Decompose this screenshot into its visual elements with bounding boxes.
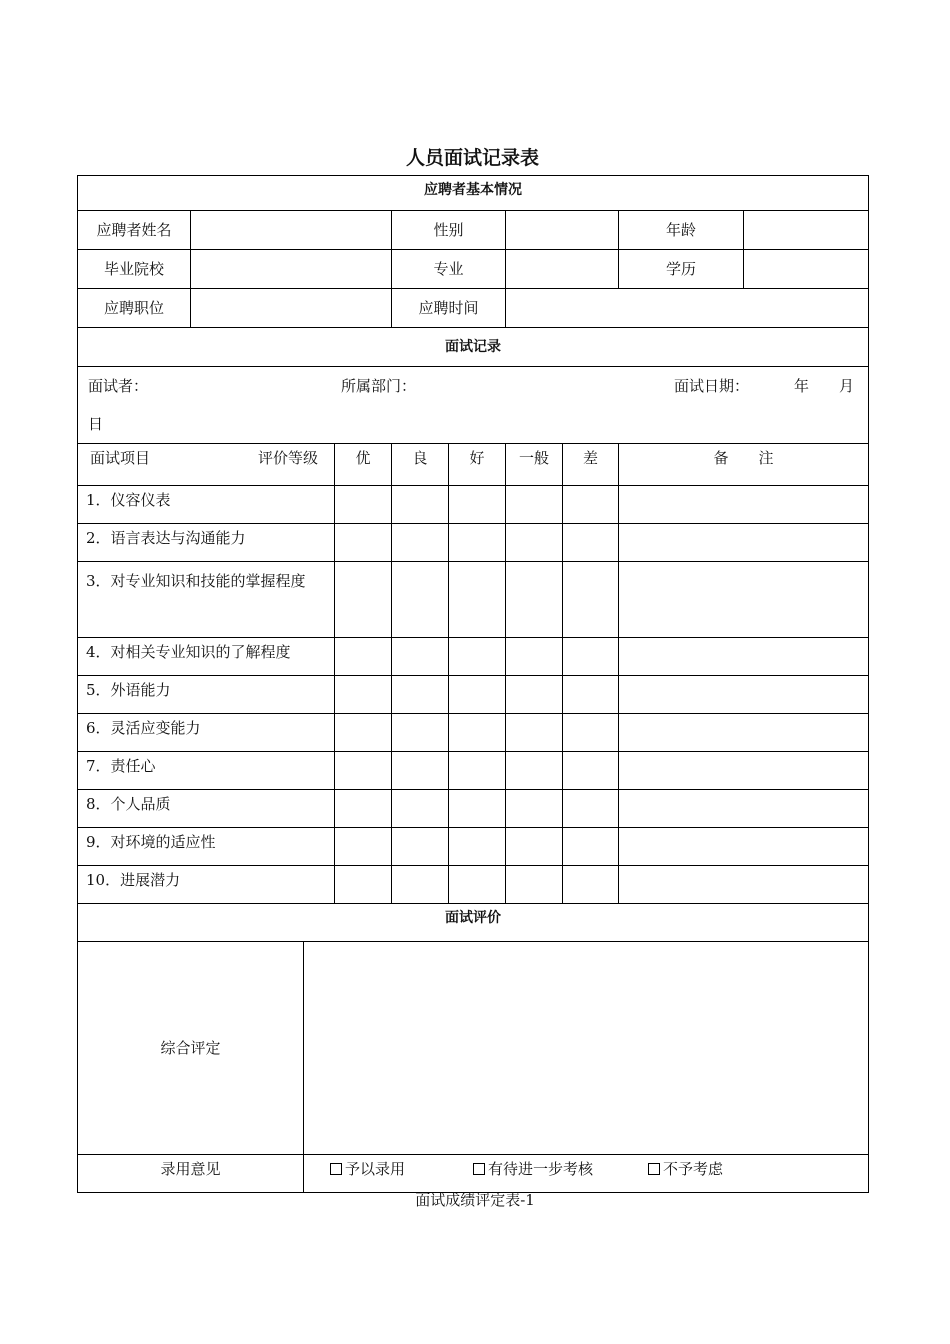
rating-cell[interactable] bbox=[449, 562, 506, 638]
basic-section-header-row bbox=[78, 176, 869, 211]
rating-item-label: 5．外语能力 bbox=[78, 676, 335, 714]
rating-cell[interactable] bbox=[563, 524, 619, 562]
grade-header-fine: 好 bbox=[449, 444, 506, 486]
grade-header: 评价等级 bbox=[258, 449, 319, 467]
rating-cell[interactable] bbox=[392, 638, 449, 676]
rating-cell[interactable] bbox=[506, 562, 563, 638]
record-section-label: 面试记录 bbox=[78, 328, 869, 367]
rating-cell[interactable] bbox=[563, 638, 619, 676]
remark-cell[interactable] bbox=[619, 790, 869, 828]
decision-option-label: 不予考虑 bbox=[663, 1160, 724, 1178]
month-label: 月 bbox=[839, 377, 855, 395]
rating-cell[interactable] bbox=[392, 866, 449, 904]
rating-row bbox=[78, 524, 869, 562]
position-label: 应聘职位 bbox=[78, 289, 191, 328]
rating-item-label: 8．个人品质 bbox=[78, 790, 335, 828]
rating-cell[interactable] bbox=[506, 714, 563, 752]
ratings-header-cell bbox=[78, 444, 335, 486]
time-field[interactable] bbox=[506, 289, 869, 328]
rating-cell[interactable] bbox=[563, 828, 619, 866]
ratings-header-row bbox=[78, 444, 869, 486]
education-label: 学历 bbox=[619, 250, 744, 289]
rating-row bbox=[78, 676, 869, 714]
overall-field[interactable] bbox=[304, 942, 869, 1155]
rating-cell[interactable] bbox=[506, 790, 563, 828]
rating-row bbox=[78, 866, 869, 904]
year-label: 年 bbox=[794, 377, 810, 395]
rating-cell[interactable] bbox=[506, 676, 563, 714]
rating-item-label: 7．责任心 bbox=[78, 752, 335, 790]
rating-cell[interactable] bbox=[449, 524, 506, 562]
remark-cell[interactable] bbox=[619, 676, 869, 714]
remark-cell[interactable] bbox=[619, 866, 869, 904]
record-section-header-row bbox=[78, 328, 869, 367]
rating-row bbox=[78, 790, 869, 828]
decision-label: 录用意见 bbox=[78, 1155, 304, 1193]
remark-cell[interactable] bbox=[619, 638, 869, 676]
rating-row bbox=[78, 714, 869, 752]
gender-field[interactable] bbox=[506, 211, 619, 250]
grade-header-average: 一般 bbox=[506, 444, 563, 486]
rating-cell[interactable] bbox=[335, 676, 392, 714]
remark-cell[interactable] bbox=[619, 752, 869, 790]
rating-row bbox=[78, 638, 869, 676]
gender-label: 性别 bbox=[392, 211, 506, 250]
rating-cell[interactable] bbox=[506, 638, 563, 676]
name-label: 应聘者姓名 bbox=[78, 211, 191, 250]
date-label: 面试日期： bbox=[674, 377, 750, 395]
basic-row-position bbox=[78, 289, 869, 328]
rating-cell[interactable] bbox=[335, 828, 392, 866]
grade-header-poor: 差 bbox=[563, 444, 619, 486]
rating-cell[interactable] bbox=[506, 486, 563, 524]
item-header: 面试项目 bbox=[90, 449, 151, 467]
age-label: 年龄 bbox=[619, 211, 744, 250]
rating-cell[interactable] bbox=[392, 790, 449, 828]
day-label: 日 bbox=[88, 415, 104, 433]
record-meta-line bbox=[78, 367, 868, 405]
rating-item-label: 10．进展潜力 bbox=[78, 866, 335, 904]
major-label: 专业 bbox=[392, 250, 506, 289]
decision-option-hire[interactable] bbox=[330, 1155, 473, 1183]
rating-cell[interactable] bbox=[563, 714, 619, 752]
rating-row bbox=[78, 486, 869, 524]
grade-header-good: 良 bbox=[392, 444, 449, 486]
rating-item-label: 4．对相关专业知识的了解程度 bbox=[78, 638, 335, 676]
rating-cell[interactable] bbox=[392, 752, 449, 790]
decision-option-label: 有待进一步考核 bbox=[488, 1160, 594, 1178]
rating-cell[interactable] bbox=[563, 752, 619, 790]
basic-row-school bbox=[78, 250, 869, 289]
rating-cell[interactable] bbox=[563, 486, 619, 524]
remark-header: 备 注 bbox=[619, 444, 869, 486]
decision-option-reject[interactable] bbox=[648, 1155, 723, 1183]
rating-cell[interactable] bbox=[335, 714, 392, 752]
time-label: 应聘时间 bbox=[392, 289, 506, 328]
rating-cell[interactable] bbox=[449, 676, 506, 714]
school-field[interactable] bbox=[191, 250, 392, 289]
rating-item-label: 1．仪容仪表 bbox=[78, 486, 335, 524]
remark-cell[interactable] bbox=[619, 714, 869, 752]
rating-cell[interactable] bbox=[392, 562, 449, 638]
rating-row bbox=[78, 752, 869, 790]
decision-option-further-review[interactable] bbox=[473, 1155, 648, 1183]
rating-cell[interactable] bbox=[563, 866, 619, 904]
checkbox-icon[interactable] bbox=[330, 1163, 342, 1175]
basic-section-label: 应聘者基本情况 bbox=[78, 176, 869, 211]
rating-cell[interactable] bbox=[335, 486, 392, 524]
rating-cell[interactable] bbox=[563, 790, 619, 828]
remark-cell[interactable] bbox=[619, 562, 869, 638]
evaluation-section-label: 面试评价 bbox=[78, 904, 869, 942]
major-field[interactable] bbox=[506, 250, 619, 289]
rating-cell[interactable] bbox=[392, 524, 449, 562]
rating-cell[interactable] bbox=[335, 752, 392, 790]
page-title: 人员面试记录表 bbox=[405, 147, 539, 169]
rating-cell[interactable] bbox=[449, 486, 506, 524]
rating-cell[interactable] bbox=[392, 676, 449, 714]
education-field[interactable] bbox=[744, 250, 869, 289]
position-field[interactable] bbox=[191, 289, 392, 328]
basic-row-name bbox=[78, 211, 869, 250]
rating-cell[interactable] bbox=[563, 562, 619, 638]
overall-label: 综合评定 bbox=[78, 942, 304, 1155]
rating-cell[interactable] bbox=[335, 790, 392, 828]
rating-cell[interactable] bbox=[506, 524, 563, 562]
rating-cell[interactable] bbox=[335, 524, 392, 562]
grade-header-excellent: 优 bbox=[335, 444, 392, 486]
checkbox-icon[interactable] bbox=[648, 1163, 660, 1175]
school-label: 毕业院校 bbox=[78, 250, 191, 289]
rating-item-label: 9．对环境的适应性 bbox=[78, 828, 335, 866]
rating-cell[interactable] bbox=[392, 486, 449, 524]
remark-cell[interactable] bbox=[619, 828, 869, 866]
page-footer: 面试成绩评定表-1 bbox=[415, 1191, 535, 1209]
remark-cell[interactable] bbox=[619, 524, 869, 562]
department-label: 所属部门： bbox=[341, 377, 417, 395]
decision-option-label: 予以录用 bbox=[345, 1160, 406, 1178]
evaluation-section-header-row bbox=[78, 904, 869, 942]
name-field[interactable] bbox=[191, 211, 392, 250]
rating-cell[interactable] bbox=[449, 790, 506, 828]
rating-row bbox=[78, 828, 869, 866]
rating-cell[interactable] bbox=[335, 638, 392, 676]
rating-cell[interactable] bbox=[449, 714, 506, 752]
rating-item-label: 6．灵活应变能力 bbox=[78, 714, 335, 752]
interviewer-label: 面试者： bbox=[88, 377, 149, 395]
rating-cell[interactable] bbox=[449, 866, 506, 904]
remark-cell[interactable] bbox=[619, 486, 869, 524]
rating-cell[interactable] bbox=[506, 866, 563, 904]
overall-row bbox=[78, 942, 869, 1155]
record-meta-row bbox=[78, 367, 869, 444]
rating-item-label: 3．对专业知识和技能的掌握程度 bbox=[78, 562, 335, 638]
rating-cell[interactable] bbox=[563, 676, 619, 714]
interview-form bbox=[77, 175, 869, 1193]
rating-row bbox=[78, 562, 869, 638]
decision-options bbox=[304, 1155, 869, 1193]
checkbox-icon[interactable] bbox=[473, 1163, 485, 1175]
rating-cell[interactable] bbox=[392, 714, 449, 752]
decision-row bbox=[78, 1155, 869, 1193]
rating-cell[interactable] bbox=[335, 866, 392, 904]
record-meta-cell bbox=[78, 367, 869, 444]
rating-cell[interactable] bbox=[335, 562, 392, 638]
rating-cell[interactable] bbox=[449, 638, 506, 676]
rating-cell[interactable] bbox=[449, 828, 506, 866]
rating-cell[interactable] bbox=[506, 752, 563, 790]
rating-item-label: 2．语言表达与沟通能力 bbox=[78, 524, 335, 562]
rating-cell[interactable] bbox=[506, 828, 563, 866]
rating-cell[interactable] bbox=[449, 752, 506, 790]
age-field[interactable] bbox=[744, 211, 869, 250]
rating-cell[interactable] bbox=[392, 828, 449, 866]
